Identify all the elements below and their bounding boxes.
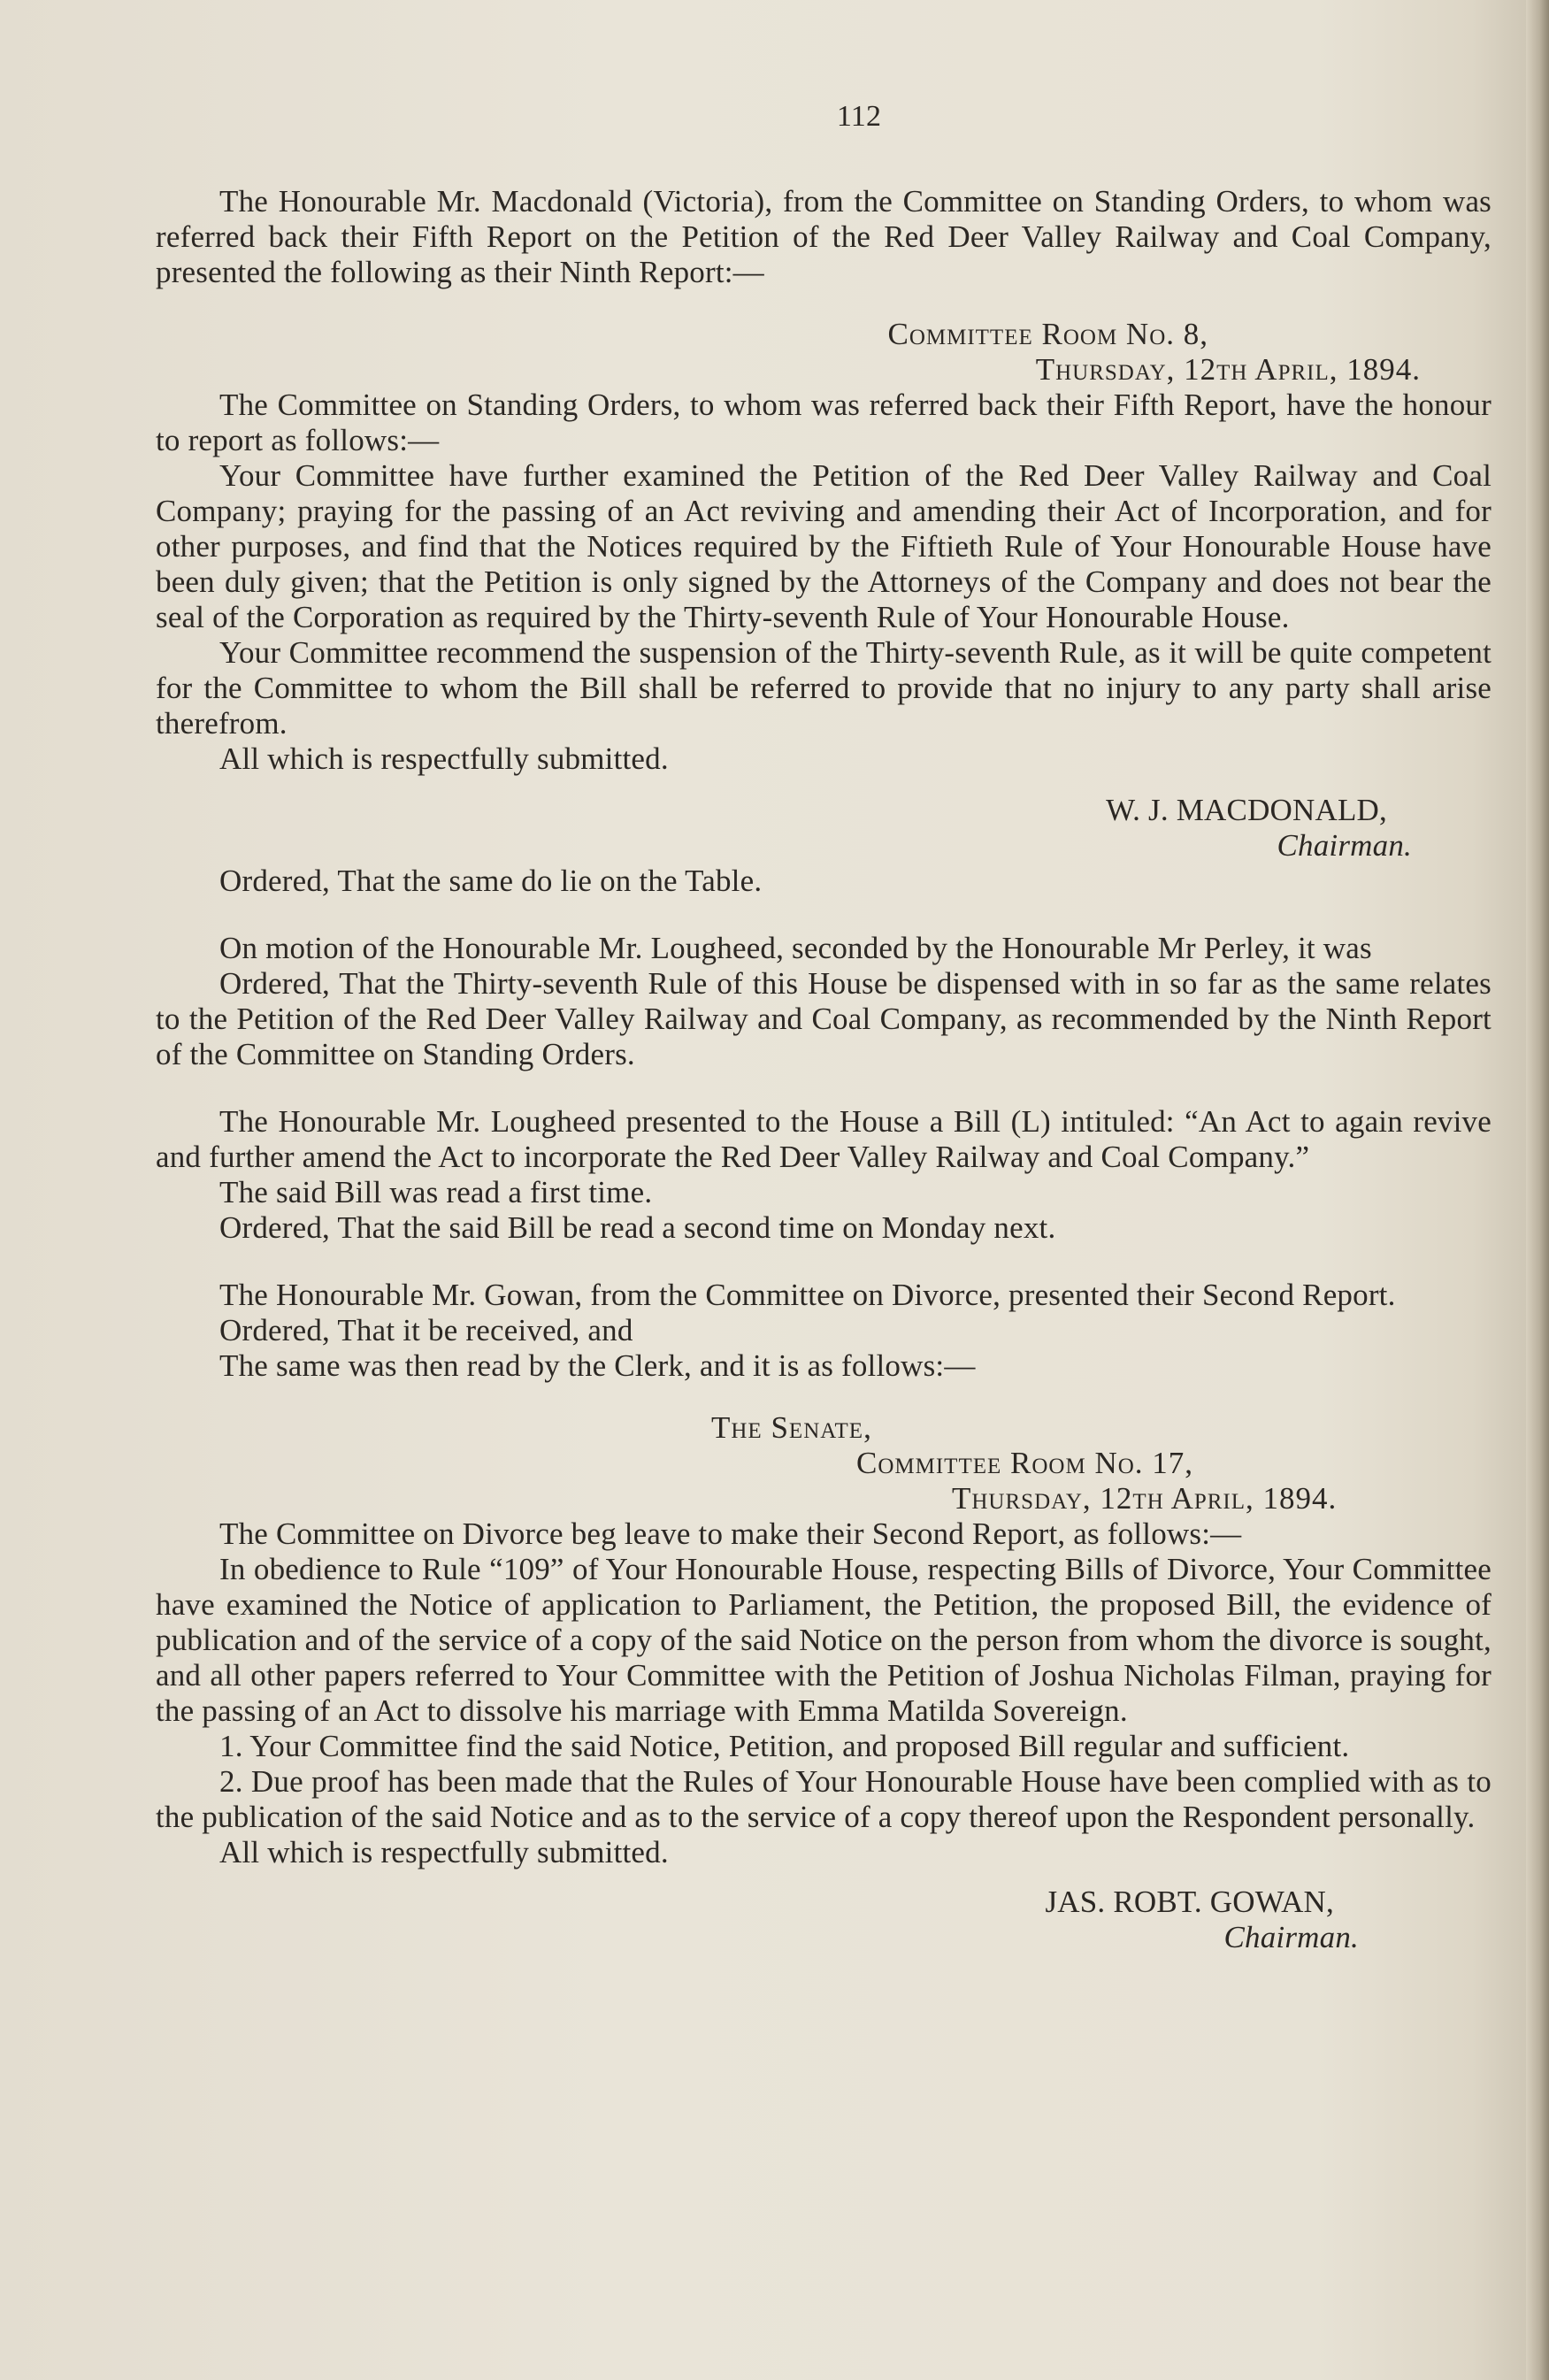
paragraph-standing-orders: The Committee on Standing Orders, to whom was referred back their Fifth Report, have the honour to report as follows:—: [156, 388, 1491, 457]
signature-title: Chairman.: [1277, 828, 1412, 863]
paragraph-first-reading: The said Bill was read a first time.: [219, 1175, 653, 1209]
paragraph-item-1: 1. Your Committee find the said Notice, Petition, and proposed Bill regular and sufficient.: [219, 1729, 1350, 1763]
page-number: 112: [836, 100, 882, 133]
paragraph-read-by-clerk: The same was then read by the Clerk, and it is as follows:—: [219, 1348, 976, 1383]
divorce-report-date-heading: Thursday, 12th April, 1894.: [952, 1481, 1338, 1516]
committee-room-17-heading: Committee Room No. 17,: [856, 1446, 1194, 1480]
paragraph-rule-dispensed: Ordered, That the Thirty-seventh Rule of this House be dispensed with in so far as the same relates to the Petition of the Red Deer Valley Railway and Coal Company, as recommended by the Ninth Report of the Committee on Standing Orders.: [156, 966, 1491, 1071]
paragraph-received: Ordered, That it be received, and: [219, 1313, 633, 1347]
document-body: [156, 99, 1491, 1955]
committee-room-8-heading: Committee Room No. 8,: [887, 317, 1208, 351]
paragraph-bill-presented: The Honourable Mr. Lougheed presented to the House a Bill (L) intituled: “An Act to again revive and further amend the Act to incorporate the Red Deer Valley Railway and Coal Company.”: [156, 1104, 1491, 1174]
senate-heading: The Senate,: [711, 1410, 872, 1445]
paragraph-ordered-table: Ordered, That the same do lie on the Table.: [219, 864, 763, 898]
paragraph-recommend-suspension: Your Committee recommend the suspension of the Thirty-seventh Rule, as it will be quite competent for the Committee to whom the Bill shall be referred to provide that no injury to any party shall arise therefrom.: [156, 635, 1491, 741]
paragraph-second-reading: Ordered, That the said Bill be read a second time on Monday next.: [219, 1210, 1056, 1245]
report-date-heading: Thursday, 12th April, 1894.: [1035, 352, 1421, 387]
paragraph-rule-109: In obedience to Rule “109” of Your Honourable House, respecting Bills of Divorce, Your Committee have examined the Notice of application to Parliament, the Petition, the proposed Bill, the evidence of publication and of the service of a copy of the said Notice on the person from whom the divorce is sought, and all other papers referred to Your Committee with the Petition of Joshua Nicholas Filman, praying for the passing of an Act to dissolve his marriage with Emma Matilda Sovereign.: [156, 1552, 1491, 1728]
paragraph-ninth-report-intro: The Honourable Mr. Macdonald (Victoria), from the Committee on Standing Orders, to whom was referred back their Fifth Report on the Petition of the Red Deer Valley Railway and Coal Company, presented the following as their Ninth Report:—: [156, 184, 1491, 289]
signature-name-2: JAS. ROBT. GOWAN,: [1045, 1885, 1334, 1919]
paragraph-submitted: All which is respectfully submitted.: [219, 741, 669, 776]
signature-name: W. J. MACDONALD,: [1106, 793, 1387, 827]
paragraph-divorce-report: The Honourable Mr. Gowan, from the Committee on Divorce, presented their Second Report.: [219, 1278, 1396, 1312]
paragraph-divorce-intro: The Committee on Divorce beg leave to make their Second Report, as follows:—: [219, 1516, 1242, 1551]
paragraph-motion: On motion of the Honourable Mr. Lougheed, seconded by the Honourable Mr Perley, it was: [219, 931, 1372, 965]
paragraph-petition-examined: Your Committee have further examined the Petition of the Red Deer Valley Railway and Coal Company; praying for the passing of an Act reviving and amending their Act of Incorporation, and for other purposes, and find that the Notices required by the Fiftieth Rule of Your Honourable House have been duly given; that the Petition is only signed by the Attorneys of the Company and does not bear the seal of the Corporation as required by the Thirty-seventh Rule of Your Honourable House.: [156, 458, 1491, 634]
signature-title-2: Chairman.: [1223, 1920, 1359, 1954]
paragraph-item-2: 2. Due proof has been made that the Rules of Your Honourable House have been complied with as to the publication of the said Notice and as to the service of a copy thereof upon the Respondent personally.: [156, 1764, 1491, 1834]
page-edge: [1526, 0, 1549, 2380]
paragraph-submitted-2: All which is respectfully submitted.: [219, 1835, 669, 1869]
